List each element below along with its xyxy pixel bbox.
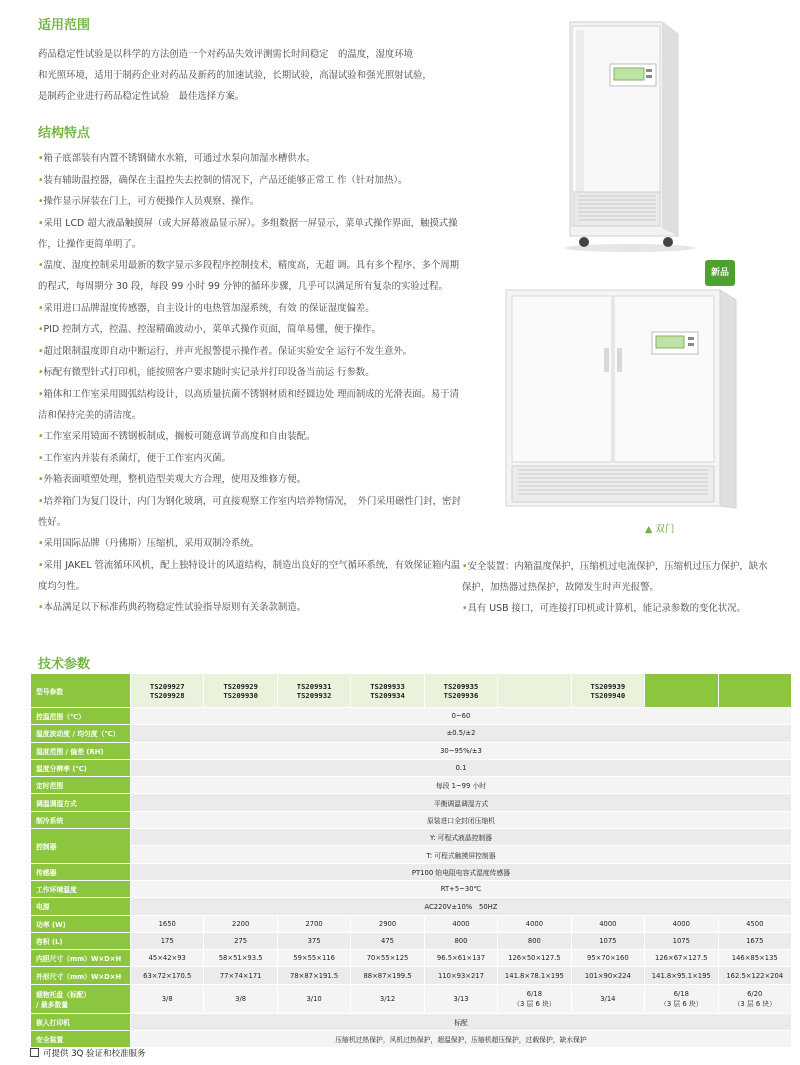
value-cell: 45×42×93 <box>131 950 204 967</box>
bullet-icon: • <box>38 452 44 464</box>
feature-item <box>38 362 468 383</box>
table-row <box>31 811 792 828</box>
value-cell: 800 <box>498 932 571 949</box>
feature-text: 本品满足以下标准药典药物稳定性试验指导原则有关条款制造。 <box>43 602 307 613</box>
value-cell: 375 <box>277 932 350 949</box>
row-label-cell: 制冷系统 <box>31 811 131 828</box>
feature-text: 装有辅助温控器，确保在主温控失去控制的情况下，产品还能够正常工 作（针对加热）。 <box>43 174 408 186</box>
feature-text: 采用进口品牌湿度传感器，自主设计的电热管加湿系统，有效 的保证湿度偏差。 <box>43 302 375 314</box>
row-label-cell: 容积 (L) <box>31 932 131 949</box>
model-code: TS209939 <box>590 681 626 691</box>
bullet-icon: • <box>38 302 44 314</box>
table-row <box>31 984 792 1013</box>
value-cell: 77×74×171 <box>204 967 277 984</box>
row-label-cell: 功率 (W) <box>31 915 131 932</box>
value-cell: 4000 <box>645 915 718 932</box>
extra-feature-list <box>462 556 772 619</box>
feature-text: 采用 JAKEL 管流循环风机，配上独特设计的风道结构，制造出良好的空气循环系统，有效保证箱内温度均匀性。 <box>38 559 461 592</box>
value-line: 3/12 <box>379 994 396 1003</box>
feature-item <box>38 191 468 212</box>
model-code: TS209934 <box>370 690 405 700</box>
value-cell: 475 <box>351 932 424 949</box>
label-line: 载物托盘（标配） <box>36 990 91 999</box>
bullet-icon: • <box>462 561 468 572</box>
model-code: TS209940 <box>590 690 626 700</box>
bullet-icon: • <box>38 217 44 229</box>
model-code: TS209936 <box>443 690 479 700</box>
row-label-cell: 外形尺寸（mm）W×D×H <box>31 967 131 984</box>
value-line: （3 层 6 块） <box>733 999 776 1008</box>
new-product-badge: 新品 <box>705 260 735 286</box>
model-cell <box>351 674 424 708</box>
feature-item <box>38 341 468 362</box>
value-cell <box>718 984 792 1013</box>
feature-text: 超过限制温度即自动中断运行，并声光报警提示操作者。保证实验安全 运行不发生意外。 <box>43 345 413 357</box>
bullet-icon: • <box>38 495 44 507</box>
model-code: TS209929 <box>223 681 258 691</box>
feature-item <box>38 597 468 618</box>
value-cell: 2700 <box>277 915 350 932</box>
bullet-icon: • <box>38 538 44 549</box>
feature-text: PID 控制方式，控温、控湿精确波动小，菜单式操作页面，简单易懂，便于操作。 <box>43 324 381 335</box>
value-cell <box>277 984 350 1013</box>
value-cell: 4000 <box>498 915 571 932</box>
table-row <box>31 1013 792 1030</box>
value-cell <box>498 984 571 1013</box>
feature-item <box>38 298 468 319</box>
row-label-cell: 调温调湿方式 <box>31 794 131 811</box>
value-line: 3/8 <box>161 994 173 1003</box>
table-row <box>31 967 792 984</box>
feature-text: 温度、湿度控制采用最新的数字显示多段程序控制技术，精度高，无超 调。具有多个程序、多个周期的程式，每周期分 30 段，每段 99 小时 99 分钟的循环步骤，几乎可以满足所有复杂的实验过程。 <box>38 260 460 292</box>
extra-feature-item <box>462 556 772 598</box>
spec-table <box>30 673 792 1048</box>
table-row <box>31 950 792 967</box>
value-cell: 4000 <box>424 915 497 932</box>
table-row <box>31 880 792 897</box>
value-cell: 275 <box>204 932 277 949</box>
feature-item <box>38 533 468 554</box>
value-cell: 30~95%/±3 <box>131 742 792 759</box>
feature-text: 采用 LCD 超大液晶触摸屏（或大屏幕液晶显示屏）。多组数据一屏显示，菜单式操作界面，触摸式操作，让操作更简单明了。 <box>38 217 458 250</box>
value-cell: 1075 <box>645 932 718 949</box>
model-cell <box>645 674 718 708</box>
image-caption <box>645 521 674 535</box>
table-row <box>31 742 792 759</box>
feature-item <box>38 491 468 533</box>
bullet-icon: • <box>38 260 44 271</box>
value-line: 3/14 <box>600 994 616 1003</box>
feature-item <box>38 213 468 255</box>
value-cell: RT+5~30℃ <box>131 880 792 897</box>
footer-text: 可提供 3Q 验证和校准服务 <box>43 1049 146 1059</box>
model-cell <box>571 674 644 708</box>
row-label-cell: 内胆尺寸（mm）W×D×H <box>31 950 131 967</box>
value-cell: 0~60 <box>131 708 792 725</box>
model-code: TS209931 <box>296 681 332 691</box>
value-cell <box>204 984 277 1013</box>
bullet-icon: • <box>38 174 44 186</box>
triangle-up-icon: ▲ <box>645 524 653 535</box>
spec-title: 技术参数 <box>38 657 91 672</box>
value-cell: 标配 <box>131 1013 792 1030</box>
model-cell <box>204 674 277 708</box>
value-line: （3 层 6 块） <box>513 999 556 1008</box>
table-row <box>31 915 792 932</box>
model-code: TS209928 <box>149 690 185 700</box>
row-label-cell <box>31 984 131 1013</box>
value-cell <box>351 984 424 1013</box>
model-code: TS209933 <box>370 681 405 691</box>
table-row <box>31 708 792 725</box>
intro-line: 药品稳定性试验是以科学的方法创造一个对药品失效评测需长时间稳定 的温度，湿度环境 <box>38 49 414 60</box>
bullet-icon: • <box>38 324 44 335</box>
value-cell <box>131 984 204 1013</box>
value-cell <box>424 984 497 1013</box>
value-line: 3/10 <box>306 994 322 1003</box>
value-cell: 141.8×78.1×195 <box>498 967 571 984</box>
value-cell: 88×87×199.5 <box>351 967 424 984</box>
intro-paragraph <box>38 44 478 107</box>
scope-title: 适用范围 <box>38 18 91 33</box>
structure-title: 结构特点 <box>38 126 91 141</box>
value-cell: 126×50×127.5 <box>498 950 571 967</box>
bullet-icon: • <box>38 388 44 400</box>
value-line: 6/18 <box>526 989 543 998</box>
table-row <box>31 863 792 880</box>
feature-item <box>38 426 468 447</box>
value-cell: 95×70×160 <box>571 950 644 967</box>
label-line: / 最多数量 <box>36 1000 69 1009</box>
model-cell <box>131 674 204 708</box>
table-row <box>31 898 792 915</box>
row-label-cell: 嵌入打印机 <box>31 1013 131 1030</box>
value-cell: 压缩机过热保护，风机过热保护，超温保护，压缩机超压保护，过载保护，缺水保护 <box>131 1031 792 1048</box>
feature-text: 工作室内并装有杀菌灯，便于工作室内灭菌。 <box>43 452 232 464</box>
value-cell: 58×51×93.5 <box>204 950 277 967</box>
value-cell: 175 <box>131 932 204 949</box>
value-cell: 2900 <box>351 915 424 932</box>
value-line: （3 层 6 块） <box>660 999 703 1008</box>
value-cell: PT100 铂电阻电容式湿度传感器 <box>131 863 792 880</box>
value-line: 6/20 <box>747 989 763 998</box>
value-cell: 1650 <box>131 915 204 932</box>
value-cell: 平衡调温调湿方式 <box>131 794 792 811</box>
value-cell: 1675 <box>718 932 792 949</box>
feature-list <box>38 148 468 619</box>
model-cell <box>424 674 497 708</box>
feature-item <box>38 255 468 297</box>
caption-text: 双门 <box>655 524 675 535</box>
value-cell: 162.5×122×204 <box>718 967 792 984</box>
model-code: TS209932 <box>296 690 332 700</box>
feature-item <box>38 469 468 490</box>
row-label-cell: 定时范围 <box>31 777 131 794</box>
model-code: TS209935 <box>443 681 479 691</box>
bullet-icon: • <box>462 603 468 614</box>
value-cell: 2200 <box>204 915 277 932</box>
feature-text: 采用国际品牌（丹佛斯）压缩机，采用双制冷系统。 <box>43 538 260 549</box>
feature-item <box>38 384 468 426</box>
feature-item <box>38 319 468 340</box>
intro-line: 是制药企业进行药品稳定性试验 最佳选择方案。 <box>38 91 245 102</box>
value-cell: 0.1 <box>131 759 792 776</box>
footer-note <box>30 1047 146 1059</box>
model-code: TS209927 <box>149 681 185 691</box>
table-row <box>31 777 792 794</box>
table-row <box>31 759 792 776</box>
value-cell: AC220V±10% 50HZ <box>131 898 792 915</box>
value-cell: 101×90×224 <box>571 967 644 984</box>
row-label-cell: 控温范围（℃） <box>31 708 131 725</box>
row-label-cell: 工作环境温度 <box>31 880 131 897</box>
feature-text: 箱子底部装有内置不锈钢储水水箱，可通过水泵向加湿水槽供水。 <box>43 153 316 164</box>
bullet-icon: • <box>38 474 44 485</box>
table-row <box>31 674 792 708</box>
value-cell: 1075 <box>571 932 644 949</box>
row-label-cell: 电源 <box>31 898 131 915</box>
value-cell: 4500 <box>718 915 792 932</box>
value-cell: 146×85×135 <box>718 950 792 967</box>
bullet-icon: • <box>38 559 44 571</box>
table-row <box>31 829 792 846</box>
row-label-cell: 安全装置 <box>31 1031 131 1048</box>
extra-feature-text: 具有 USB 接口，可连接打印机或计算机，能记录参数的变化状况。 <box>467 603 746 614</box>
table-row <box>31 794 792 811</box>
row-label-cell: 湿度范围 / 偏差 (RH) <box>31 742 131 759</box>
value-cell <box>571 984 644 1013</box>
model-cell <box>277 674 350 708</box>
row-label-cell: 传感器 <box>31 863 131 880</box>
bullet-icon: • <box>38 602 44 613</box>
feature-text: 操作显示屏装在门上，可方便操作人员观察、操作。 <box>43 196 260 207</box>
checkbox-square-icon <box>30 1048 39 1057</box>
value-cell: 141.8×95.1×195 <box>645 967 718 984</box>
bullet-icon: • <box>38 196 44 207</box>
feature-text: 标配有微型针式打印机，能按照客户要求随时实记录并打印设备当前运 行参数。 <box>43 367 375 378</box>
header-label-cell: 型号参数 <box>31 674 131 708</box>
table-row <box>31 725 792 742</box>
bullet-icon: • <box>38 367 44 378</box>
value-cell: T: 可程式触摸屏控制器 <box>131 846 792 863</box>
value-cell: 59×55×116 <box>277 950 350 967</box>
value-cell: 63×72×170.5 <box>131 967 204 984</box>
model-cell <box>498 674 571 708</box>
value-cell: 每段 1~99 小时 <box>131 777 792 794</box>
feature-item <box>38 448 468 469</box>
feature-item <box>38 555 468 597</box>
single-door-chamber-image <box>552 14 702 254</box>
value-cell: 96.5×61×137 <box>424 950 497 967</box>
value-cell <box>645 984 718 1013</box>
model-code: TS209930 <box>223 690 258 700</box>
double-door-chamber-image <box>500 286 750 516</box>
feature-text: 培养箱门为复门设计，内门为钢化玻璃，可直接观察工作室内培养物情况， 外门采用磁性门封，密封性好。 <box>38 495 461 528</box>
feature-text: 箱体和工作室采用圆弧结构设计，以高质量抗菌不锈钢材质和经圆边处 理而制成的光滑表面。易于清洁和保持完美的清洁度。 <box>38 388 460 421</box>
row-label-cell: 控制器 <box>31 829 131 864</box>
feature-text: 外箱表面喷塑处理，整机造型美观大方合理，使用及维修方便。 <box>43 474 307 485</box>
value-cell: ±0.5/±2 <box>131 725 792 742</box>
table-row <box>31 846 792 863</box>
extra-feature-item <box>462 598 772 619</box>
value-cell: 110×93×217 <box>424 967 497 984</box>
bullet-icon: • <box>38 431 44 442</box>
feature-item <box>38 170 468 191</box>
value-cell: 70×55×125 <box>351 950 424 967</box>
table-row <box>31 1031 792 1048</box>
bullet-icon: • <box>38 345 44 357</box>
model-cell <box>718 674 792 708</box>
row-label-cell: 温度分辨率 (℃) <box>31 759 131 776</box>
value-cell: 4000 <box>571 915 644 932</box>
extra-feature-text: 安全装置：内箱温度保护，压缩机过电流保护，压缩机过压力保护，缺水保护，加热器过热保护，故障发生时声光报警。 <box>462 561 768 593</box>
row-label-cell: 温度波动度 / 均匀度（℃） <box>31 725 131 742</box>
value-cell: Y: 可程式液晶控制器 <box>131 829 792 846</box>
feature-item <box>38 148 468 169</box>
value-line: 6/18 <box>673 989 689 998</box>
value-line: 3/8 <box>235 994 247 1003</box>
intro-line: 和光照环境，适用于制药企业对药品及新药的加速试验，长期试验，高湿试验和强光照射试验， <box>38 70 432 81</box>
value-cell: 原装进口全封闭压缩机 <box>131 811 792 828</box>
value-cell: 78×87×191.5 <box>277 967 350 984</box>
value-line: 3/13 <box>453 994 469 1003</box>
value-cell: 800 <box>424 932 497 949</box>
value-cell: 126×67×127.5 <box>645 950 718 967</box>
table-row <box>31 932 792 949</box>
bullet-icon: • <box>38 153 44 164</box>
feature-text: 工作室采用镜面不锈钢板制成，搁板可随意调节高度和自由装配。 <box>43 431 316 442</box>
